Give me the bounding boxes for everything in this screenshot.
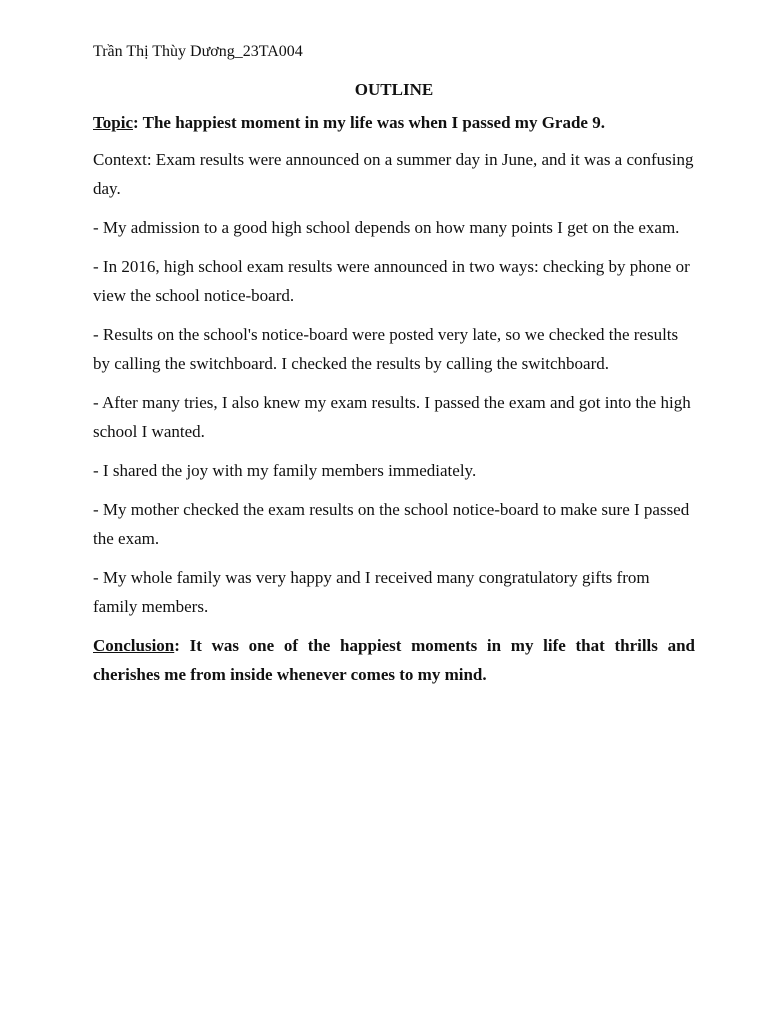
conclusion-text: It was one of the happiest moments in my life that thrills and cherishes me from inside whenever comes to my mind. [93,636,695,684]
conclusion-separator: : [174,636,180,655]
outline-point: - My admission to a good high school depends on how many points I get on the exam. [93,218,680,237]
author-line: Trần Thị Thùy Dương_23TA004 [93,43,303,60]
document-body [93,40,695,689]
topic-separator: : [133,113,139,132]
document-title: OUTLINE [354,80,434,99]
outline-point: - After many tries, I also knew my exam results. I passed the exam and got into the high school I wanted. [93,393,691,441]
outline-point: - Results on the school's notice-board were posted very late, so we checked the results by calling the switchboard. I checked the results by calling the switchboard. [93,325,679,373]
topic-label: Topic [93,113,134,132]
conclusion-label: Conclusion [93,636,175,655]
outline-point: - My whole family was very happy and I received many congratulatory gifts from family members. [93,568,650,616]
topic-text: The happiest moment in my life was when I passed my Grade 9. [138,113,605,132]
conclusion-paragraph [93,631,695,689]
outline-point: - My mother checked the exam results on the school notice-board to make sure I passed the exam. [93,500,690,548]
outline-point: - I shared the joy with my family members immediately. [93,461,477,480]
topic-line [93,108,695,137]
outline-point: - In 2016, high school exam results were announced in two ways: checking by phone or view the school notice-board. [93,257,690,305]
context-paragraph: Context: Exam results were announced on a summer day in June, and it was a confusing day. [93,150,694,198]
